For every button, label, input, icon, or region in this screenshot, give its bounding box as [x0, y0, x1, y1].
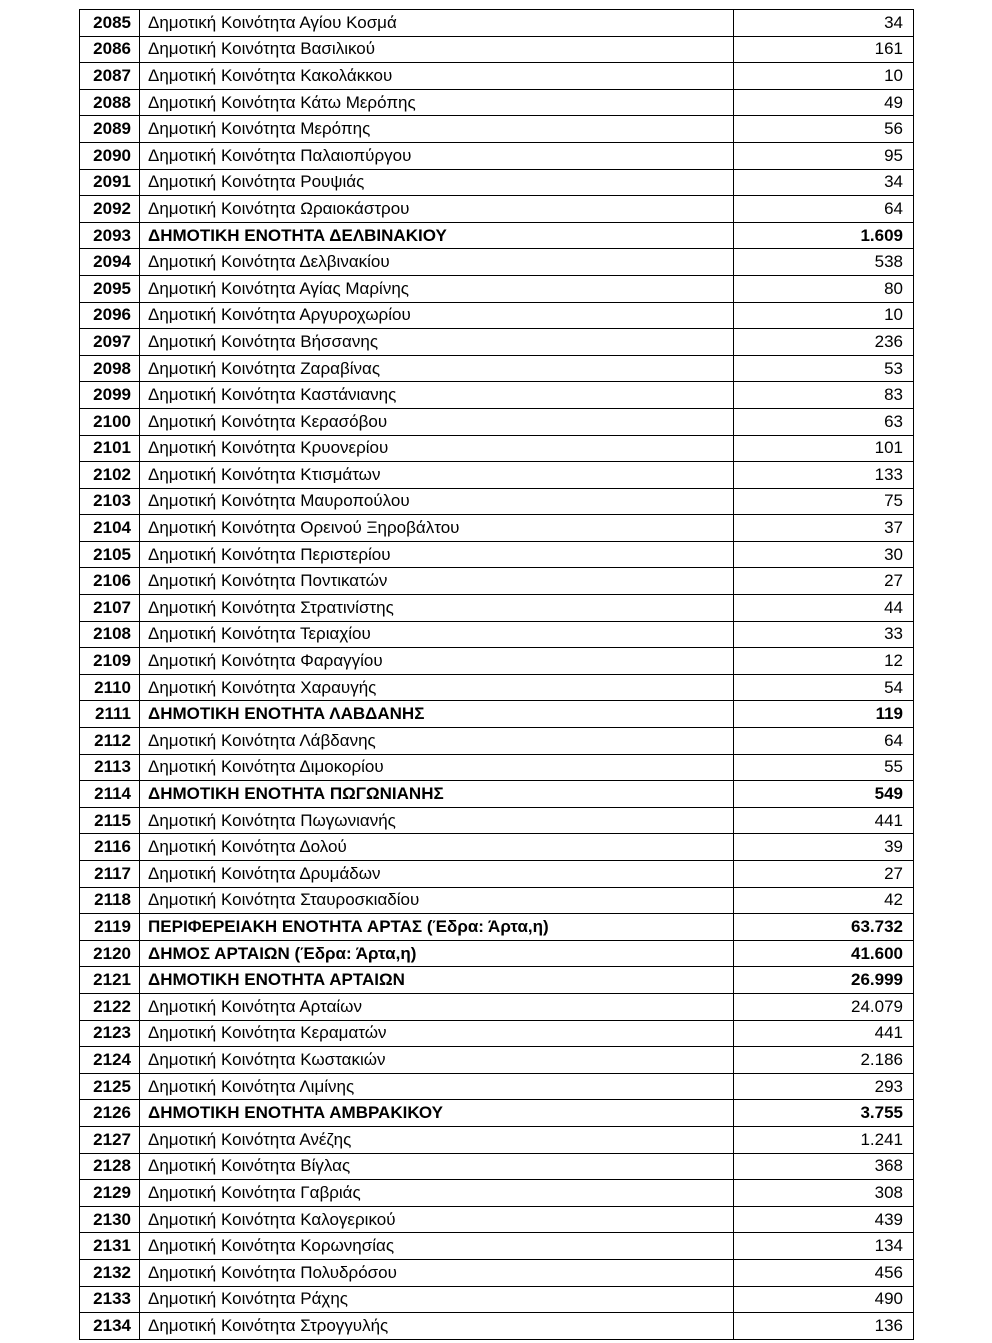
- table-row-subtotal: [80, 940, 914, 967]
- row-name: Δημοτική Κοινότητα Καστάνιανης: [140, 382, 734, 409]
- table-row: [80, 142, 914, 169]
- row-name: Δημοτική Κοινότητα Λιμίνης: [140, 1073, 734, 1100]
- row-name: ΔΗΜΟΤΙΚΗ ΕΝΟΤΗΤΑ ΔΕΛΒΙΝΑΚΙΟΥ: [140, 222, 734, 249]
- row-name: Δημοτική Κοινότητα Αρταίων: [140, 993, 734, 1020]
- row-code: 2090: [80, 142, 140, 169]
- row-value: 64: [734, 728, 914, 755]
- row-value: 53: [734, 355, 914, 382]
- table-row: [80, 63, 914, 90]
- row-value: 42: [734, 887, 914, 914]
- row-code: 2120: [80, 940, 140, 967]
- table-row: [80, 1259, 914, 1286]
- row-value: 538: [734, 249, 914, 276]
- table-row: [80, 648, 914, 675]
- row-code: 2085: [80, 10, 140, 37]
- row-code: 2094: [80, 249, 140, 276]
- row-value: 75: [734, 488, 914, 515]
- row-name: Δημοτική Κοινότητα Αργυροχωρίου: [140, 302, 734, 329]
- table-row: [80, 196, 914, 223]
- row-value: 236: [734, 329, 914, 356]
- row-value: 1.241: [734, 1126, 914, 1153]
- table-row: [80, 1206, 914, 1233]
- row-code: 2088: [80, 89, 140, 116]
- row-code: 2106: [80, 568, 140, 595]
- row-code: 2089: [80, 116, 140, 143]
- row-value: 490: [734, 1286, 914, 1313]
- table-row-subtotal: [80, 914, 914, 941]
- row-value: 2.186: [734, 1047, 914, 1074]
- row-name: Δημοτική Κοινότητα Ποντικατών: [140, 568, 734, 595]
- table-row: [80, 1047, 914, 1074]
- row-code: 2108: [80, 621, 140, 648]
- row-code: 2096: [80, 302, 140, 329]
- row-code: 2097: [80, 329, 140, 356]
- row-name: Δημοτική Κοινότητα Κρυονερίου: [140, 435, 734, 462]
- table-row: [80, 1180, 914, 1207]
- row-name: Δημοτική Κοινότητα Κτισμάτων: [140, 462, 734, 489]
- row-value: 549: [734, 781, 914, 808]
- row-code: 2099: [80, 382, 140, 409]
- row-value: 30: [734, 541, 914, 568]
- row-value: 49: [734, 89, 914, 116]
- row-name: Δημοτική Κοινότητα Βίγλας: [140, 1153, 734, 1180]
- row-name: Δημοτική Κοινότητα Πωγωνιανής: [140, 807, 734, 834]
- row-name: Δημοτική Κοινότητα Ορεινού Ξηροβάλτου: [140, 515, 734, 542]
- row-code: 2116: [80, 834, 140, 861]
- row-code: 2124: [80, 1047, 140, 1074]
- row-name: Δημοτική Κοινότητα Στρατινίστης: [140, 595, 734, 622]
- row-value: 12: [734, 648, 914, 675]
- row-name: Δημοτική Κοινότητα Σταυροσκιαδίου: [140, 887, 734, 914]
- table-row: [80, 10, 914, 37]
- table-row: [80, 1073, 914, 1100]
- table-row: [80, 1286, 914, 1313]
- row-value: 41.600: [734, 940, 914, 967]
- row-name: Δημοτική Κοινότητα Μερόπης: [140, 116, 734, 143]
- row-code: 2102: [80, 462, 140, 489]
- row-value: 26.999: [734, 967, 914, 994]
- row-value: 368: [734, 1153, 914, 1180]
- row-code: 2093: [80, 222, 140, 249]
- row-name: ΠΕΡΙΦΕΡΕΙΑΚΗ ΕΝΟΤΗΤΑ ΑΡΤΑΣ (Έδρα: Άρτα,η): [140, 914, 734, 941]
- row-code: 2110: [80, 674, 140, 701]
- row-code: 2112: [80, 728, 140, 755]
- row-value: 37: [734, 515, 914, 542]
- row-value: 33: [734, 621, 914, 648]
- row-code: 2117: [80, 861, 140, 888]
- table-row: [80, 36, 914, 63]
- table-row: [80, 355, 914, 382]
- row-value: 63: [734, 408, 914, 435]
- row-code: 2132: [80, 1259, 140, 1286]
- row-name: Δημοτική Κοινότητα Διμοκορίου: [140, 754, 734, 781]
- table-body: [80, 10, 914, 1340]
- table-row: [80, 89, 914, 116]
- row-name: Δημοτική Κοινότητα Πολυδρόσου: [140, 1259, 734, 1286]
- row-code: 2125: [80, 1073, 140, 1100]
- row-name: Δημοτική Κοινότητα Αγίου Κοσμά: [140, 10, 734, 37]
- table-row: [80, 169, 914, 196]
- row-value: 293: [734, 1073, 914, 1100]
- row-value: 27: [734, 568, 914, 595]
- row-value: 119: [734, 701, 914, 728]
- row-value: 39: [734, 834, 914, 861]
- table-row: [80, 621, 914, 648]
- row-value: 64: [734, 196, 914, 223]
- row-name: Δημοτική Κοινότητα Γαβριάς: [140, 1180, 734, 1207]
- row-value: 441: [734, 1020, 914, 1047]
- row-name: Δημοτική Κοινότητα Περιστερίου: [140, 541, 734, 568]
- row-code: 2128: [80, 1153, 140, 1180]
- row-name: Δημοτική Κοινότητα Κεραματών: [140, 1020, 734, 1047]
- row-value: 80: [734, 275, 914, 302]
- row-name: Δημοτική Κοινότητα Καλογερικού: [140, 1206, 734, 1233]
- table-row-subtotal: [80, 781, 914, 808]
- row-code: 2086: [80, 36, 140, 63]
- row-code: 2100: [80, 408, 140, 435]
- row-value: 44: [734, 595, 914, 622]
- row-code: 2134: [80, 1313, 140, 1340]
- row-value: 161: [734, 36, 914, 63]
- row-value: 34: [734, 169, 914, 196]
- table-row: [80, 515, 914, 542]
- table-row: [80, 1020, 914, 1047]
- row-value: 136: [734, 1313, 914, 1340]
- row-value: 3.755: [734, 1100, 914, 1127]
- row-code: 2109: [80, 648, 140, 675]
- row-name: Δημοτική Κοινότητα Τεριαχίου: [140, 621, 734, 648]
- table-row: [80, 1233, 914, 1260]
- table-row: [80, 329, 914, 356]
- row-code: 2123: [80, 1020, 140, 1047]
- row-name: Δημοτική Κοινότητα Φαραγγίου: [140, 648, 734, 675]
- row-name: Δημοτική Κοινότητα Βήσσανης: [140, 329, 734, 356]
- row-value: 1.609: [734, 222, 914, 249]
- row-code: 2119: [80, 914, 140, 941]
- row-name: Δημοτική Κοινότητα Λάβδανης: [140, 728, 734, 755]
- table-row: [80, 568, 914, 595]
- row-code: 2107: [80, 595, 140, 622]
- table-row: [80, 275, 914, 302]
- table-row: [80, 728, 914, 755]
- row-code: 2130: [80, 1206, 140, 1233]
- row-value: 27: [734, 861, 914, 888]
- row-name: ΔΗΜΟΤΙΚΗ ΕΝΟΤΗΤΑ ΠΩΓΩΝΙΑΝΗΣ: [140, 781, 734, 808]
- table-row-subtotal: [80, 701, 914, 728]
- table-row: [80, 1153, 914, 1180]
- table-row: [80, 382, 914, 409]
- table-row: [80, 488, 914, 515]
- row-name: Δημοτική Κοινότητα Κακολάκκου: [140, 63, 734, 90]
- row-value: 10: [734, 302, 914, 329]
- row-code: 2133: [80, 1286, 140, 1313]
- table-row: [80, 993, 914, 1020]
- table-row-subtotal: [80, 967, 914, 994]
- row-code: 2087: [80, 63, 140, 90]
- row-value: 10: [734, 63, 914, 90]
- row-name: Δημοτική Κοινότητα Κωστακιών: [140, 1047, 734, 1074]
- row-code: 2095: [80, 275, 140, 302]
- table-row: [80, 302, 914, 329]
- table-row: [80, 462, 914, 489]
- table-row: [80, 595, 914, 622]
- table-row: [80, 807, 914, 834]
- row-value: 24.079: [734, 993, 914, 1020]
- row-code: 2131: [80, 1233, 140, 1260]
- row-name: Δημοτική Κοινότητα Παλαιοπύργου: [140, 142, 734, 169]
- row-value: 54: [734, 674, 914, 701]
- row-value: 34: [734, 10, 914, 37]
- row-code: 2092: [80, 196, 140, 223]
- row-code: 2113: [80, 754, 140, 781]
- row-value: 101: [734, 435, 914, 462]
- table-row: [80, 754, 914, 781]
- table-row: [80, 116, 914, 143]
- row-value: 308: [734, 1180, 914, 1207]
- row-name: ΔΗΜΟΤΙΚΗ ΕΝΟΤΗΤΑ ΛΑΒΔΑΝΗΣ: [140, 701, 734, 728]
- row-name: ΔΗΜΟΤΙΚΗ ΕΝΟΤΗΤΑ ΑΡΤΑΙΩΝ: [140, 967, 734, 994]
- row-code: 2121: [80, 967, 140, 994]
- table-row: [80, 834, 914, 861]
- row-name: Δημοτική Κοινότητα Ρουψιάς: [140, 169, 734, 196]
- row-code: 2091: [80, 169, 140, 196]
- row-value: 456: [734, 1259, 914, 1286]
- row-name: Δημοτική Κοινότητα Χαραυγής: [140, 674, 734, 701]
- row-value: 83: [734, 382, 914, 409]
- row-name: Δημοτική Κοινότητα Ανέζης: [140, 1126, 734, 1153]
- table-row: [80, 1313, 914, 1340]
- table-row: [80, 435, 914, 462]
- row-code: 2127: [80, 1126, 140, 1153]
- table-row: [80, 249, 914, 276]
- row-name: ΔΗΜΟΤΙΚΗ ΕΝΟΤΗΤΑ ΑΜΒΡΑΚΙΚΟΥ: [140, 1100, 734, 1127]
- row-value: 133: [734, 462, 914, 489]
- table-row: [80, 408, 914, 435]
- row-name: ΔΗΜΟΣ ΑΡΤΑΙΩΝ (Έδρα: Άρτα,η): [140, 940, 734, 967]
- row-name: Δημοτική Κοινότητα Βασιλικού: [140, 36, 734, 63]
- row-name: Δημοτική Κοινότητα Κάτω Μερόπης: [140, 89, 734, 116]
- row-code: 2126: [80, 1100, 140, 1127]
- table-row: [80, 1126, 914, 1153]
- row-code: 2105: [80, 541, 140, 568]
- row-code: 2103: [80, 488, 140, 515]
- row-code: 2122: [80, 993, 140, 1020]
- table-row: [80, 861, 914, 888]
- table-row: [80, 887, 914, 914]
- row-code: 2118: [80, 887, 140, 914]
- table-row-subtotal: [80, 222, 914, 249]
- row-name: Δημοτική Κοινότητα Στρογγυλής: [140, 1313, 734, 1340]
- row-name: Δημοτική Κοινότητα Ράχης: [140, 1286, 734, 1313]
- row-name: Δημοτική Κοινότητα Δελβινακίου: [140, 249, 734, 276]
- row-name: Δημοτική Κοινότητα Κορωνησίας: [140, 1233, 734, 1260]
- population-table: [79, 9, 914, 1340]
- row-code: 2098: [80, 355, 140, 382]
- row-name: Δημοτική Κοινότητα Μαυροπούλου: [140, 488, 734, 515]
- row-value: 441: [734, 807, 914, 834]
- row-name: Δημοτική Κοινότητα Δολού: [140, 834, 734, 861]
- row-value: 63.732: [734, 914, 914, 941]
- row-code: 2114: [80, 781, 140, 808]
- table-row: [80, 541, 914, 568]
- row-name: Δημοτική Κοινότητα Δρυμάδων: [140, 861, 734, 888]
- row-value: 134: [734, 1233, 914, 1260]
- row-value: 439: [734, 1206, 914, 1233]
- row-code: 2115: [80, 807, 140, 834]
- row-code: 2129: [80, 1180, 140, 1207]
- row-name: Δημοτική Κοινότητα Κερασόβου: [140, 408, 734, 435]
- row-code: 2101: [80, 435, 140, 462]
- row-code: 2104: [80, 515, 140, 542]
- row-value: 56: [734, 116, 914, 143]
- row-name: Δημοτική Κοινότητα Αγίας Μαρίνης: [140, 275, 734, 302]
- table-row: [80, 674, 914, 701]
- row-code: 2111: [80, 701, 140, 728]
- row-value: 95: [734, 142, 914, 169]
- row-name: Δημοτική Κοινότητα Ωραιοκάστρου: [140, 196, 734, 223]
- row-name: Δημοτική Κοινότητα Ζαραβίνας: [140, 355, 734, 382]
- table-row-subtotal: [80, 1100, 914, 1127]
- row-value: 55: [734, 754, 914, 781]
